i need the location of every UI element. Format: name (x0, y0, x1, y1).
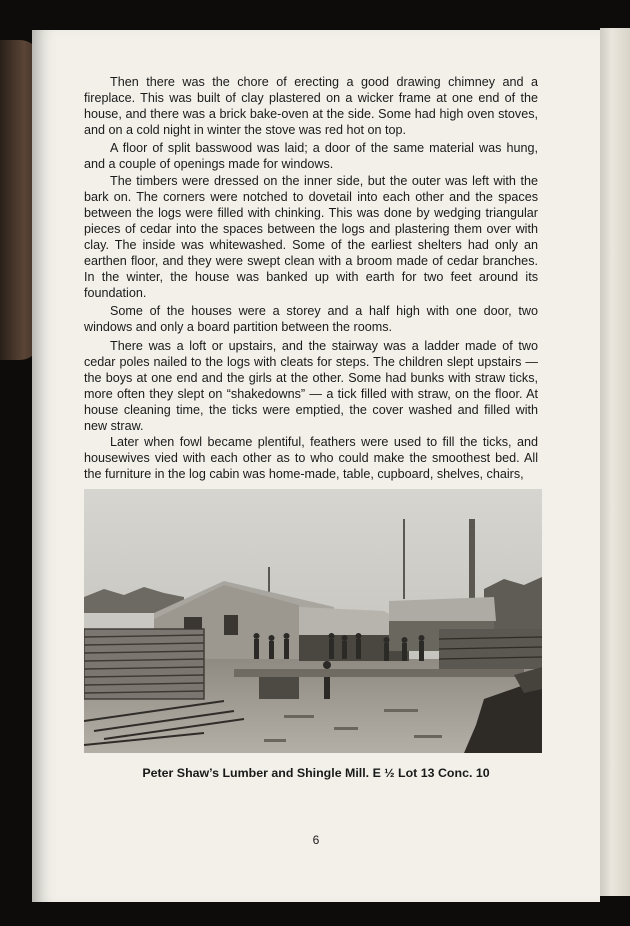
photo-caption: Peter Shaw’s Lumber and Shingle Mill. E ½ Lot 13 Conc. 10 (142, 766, 490, 780)
page-number: 6 (312, 833, 320, 847)
paragraph: Later when fowl became plentiful, feathers were used to fill the ticks, and housewives vied with each other as to who could make the smoothest bed. All the furniture in the log cabin was home-made, table, cupboard, shelves, chairs, (84, 435, 538, 482)
lumber-mill-photo (84, 489, 542, 753)
body-text (84, 74, 538, 482)
paragraph: Then there was the chore of erecting a good drawing chimney and a fireplace. This was built of clay plastered on a wicker frame at one end of the house, and there was a brick bake-oven at the side. Some had high oven stoves, and on a cold night in winter the stove was red hot on top. (84, 75, 538, 138)
paragraph: Some of the houses were a storey and a half high with one door, two windows and only a board partition between the rooms. (84, 304, 538, 335)
facing-page-edge (600, 28, 630, 896)
paragraph: A floor of split basswood was laid; a door of the same material was hung, and a couple of openings made for windows. (84, 141, 538, 172)
paragraph: There was a loft or upstairs, and the stairway was a ladder made of two cedar poles nailed to the logs with cleats for steps. The children slept upstairs — the boys at one end and the girls at the other. Some had bunks with straw ticks, more often they slept on “shakedowns” — a tick filled with straw, on the floor. At house cleaning time, the ticks were emptied, the cover washed and filled with new straw. (84, 338, 538, 433)
mill-illustration (84, 489, 542, 753)
paragraph: The timbers were dressed on the inner side, but the outer was left with the bark on. The corners were notched to dovetail into each other and the spaces between the logs were filled with chinking. This was done by wedging triangular pieces of cedar into the spaces between the logs and plastering them over with clay. The inside was whitewashed. Some of the earliest shelters had only an earthen floor, and they were swept clean with a broom made of cedar branches. In the winter, the house was banked up with earth for two feet around its foundation. (84, 173, 538, 301)
